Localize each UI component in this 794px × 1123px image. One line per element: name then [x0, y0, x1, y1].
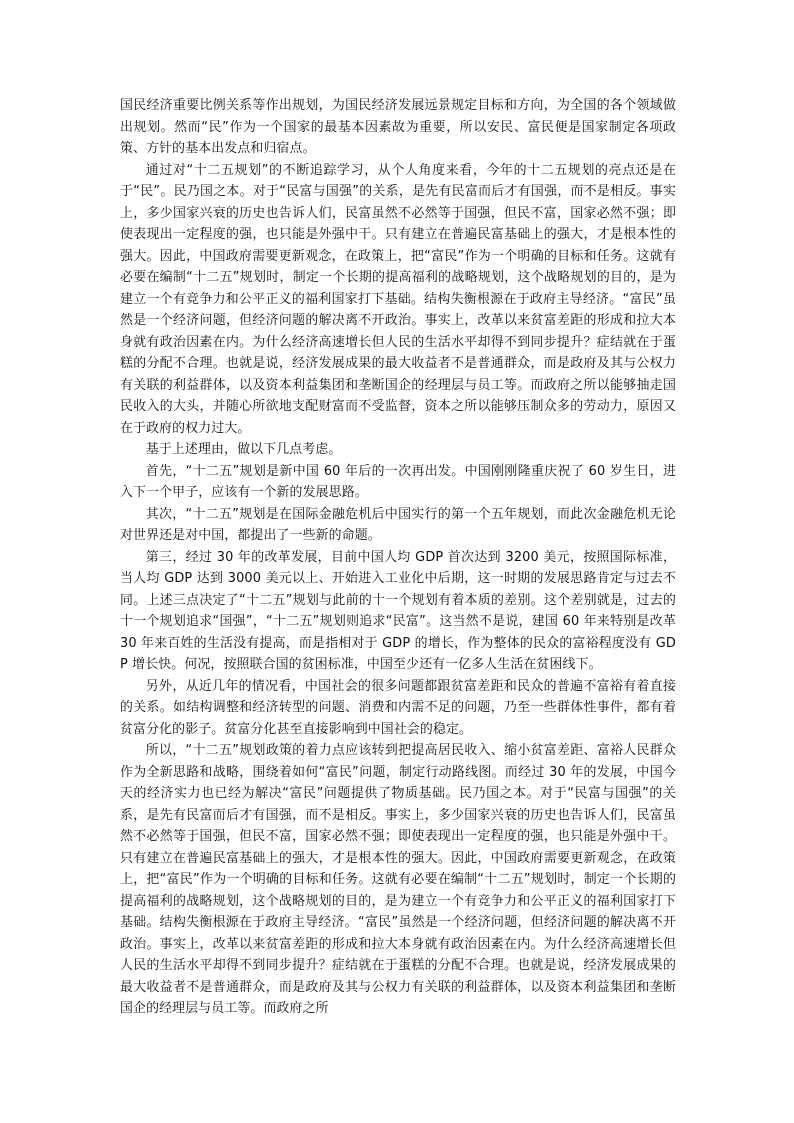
paragraph-second: 其次，“十二五”规划是在国际金融危机后中国实行的第一个五年规划，而此次金融危机无论对世界还是对中国，都提出了一些新的命题。	[120, 506, 676, 543]
paragraph-intro: 国民经济重要比例关系等作出规划，为国民经济发展远景规定目标和方向，为全国的各个领域做出规划。然而“民”作为一个国家的最基本因素故为重要，所以安民、富民便是国家制定各项政策、方针的基本出发点和归宿点。	[120, 98, 676, 156]
document-page	[120, 95, 676, 1020]
paragraph-highlight: 通过对“十二五规划”的不断追踪学习，从个人角度来看，今年的十二五规划的亮点还是在于“民”。民乃国之本。对于“民富与国强”的关系，是先有民富而后才有国强，而不是相反。事实上，多少国家兴衰的历史也告诉人们，民富虽然不必然等于国强，但民不富，国家必然不强；即使表现出一定程度的强，也只能是外强中干。只有建立在普遍民富基础上的强大，才是根本性的强大。因此，中国政府需要更新观念，在政策上，把“富民”作为一个明确的目标和任务。这就有必要在编制“十二五”规划时，制定一个长期的提高福利的战略规划，这个战略规划的目的，是为建立一个有竞争力和公平正义的福利国家打下基础。结构失衡根源在于政府主导经济。“富民”虽然是一个经济问题，但经济问题的解决离不开政治。事实上，改革以来贫富差距的形成和拉大本身就有政治因素在内。为什么经济高速增长但人民的生活水平却得不到同步提升？症结就在于蛋糕的分配不合理。也就是说，经济发展成果的最大收益者不是普通群众，而是政府及其与公权力有关联的利益群体，以及资本利益集团和垄断国企的经理层与员工等。而政府之所以能够抽走国民收入的大头，并随心所欲地支配财富而不受监督，资本之所以能够压制众多的劳动力，原因又在于政府的权力过大。	[120, 162, 676, 436]
paragraph-additionally: 另外，从近几年的情况看，中国社会的很多问题都跟贫富差距和民众的普遍不富裕有着直接的关系。如结构调整和经济转型的问题、消费和内需不足的问题，乃至一些群体性事件，都有着贫富分化的影子。贫富分化甚至直接影响到中国社会的稳定。	[120, 678, 676, 737]
paragraph-first: 首先，“十二五”规划是新中国 60 年后的一次再出发。中国刚刚隆重庆祝了 60 岁生日，进入下一个甲子，应该有一个新的发展思路。	[120, 463, 676, 500]
paragraph-third: 第三，经过 30 年的改革发展，目前中国人均 GDP 首次达到 3200 美元，按照国际标准，当人均 GDP 达到 3000 美元以上、开始进入工业化中后期，这一时期的发展思路肯定与过去不同。上述三点决定了“十二五”规划与此前的十一个规划有着本质的差别。这个差别就是，过去的十一个规划追求“国强”，“十二五”规划则追求“民富”。这当然不是说，建国 60 年来特别是改革 30 年来百姓的生活没有提高，而是指相对于 GDP 的增长，作为整体的民众的富裕程度没有 GDP 增长快。何况，按照联合国的贫困标准，中国至少还有一亿多人生活在贫困线下。	[120, 549, 676, 672]
paragraph-considerations: 基于上述理由，做以下几点考虑。	[145, 442, 342, 457]
paragraph-therefore: 所以，“十二五”规划政策的着力点应该转到把提高居民收入、缩小贫富差距、富裕人民群众作为全新思路和战略，围绕着如何“富民”问题，制定行动路线图。而经过 30 年的发展，中国今天的经济实力也已经为解决“富民”问题提供了物质基础。民乃国之本。对于“民富与国强”的关系，是先有民富而后才有国强，而不是相反。事实上，多少国家兴衰的历史也告诉人们，民富虽然不必然等于国强，但民不富，国家必然不强；即使表现出一定程度的强，也只能是外强中干。只有建立在普遍民富基础上的强大，才是根本性的强大。因此，中国政府需要更新观念，在政策上，把“富民”作为一个明确的目标和任务。这就有必要在编制“十二五”规划时，制定一个长期的提高福利的战略规划，这个战略规划的目的，是为建立一个有竞争力和公平正义的福利国家打下基础。结构失衡根源在于政府主导经济。“富民”虽然是一个经济问题，但经济问题的解决离不开政治。事实上，改革以来贫富差距的形成和拉大本身就有政治因素在内。为什么经济高速增长但人民的生活水平却得不到同步提升？症结就在于蛋糕的分配不合理。也就是说，经济发展成果的最大收益者不是普通群众，而是政府及其与公权力有关联的利益群体，以及资本利益集团和垄断国企的经理层与员工等。而政府之所	[120, 743, 676, 1016]
